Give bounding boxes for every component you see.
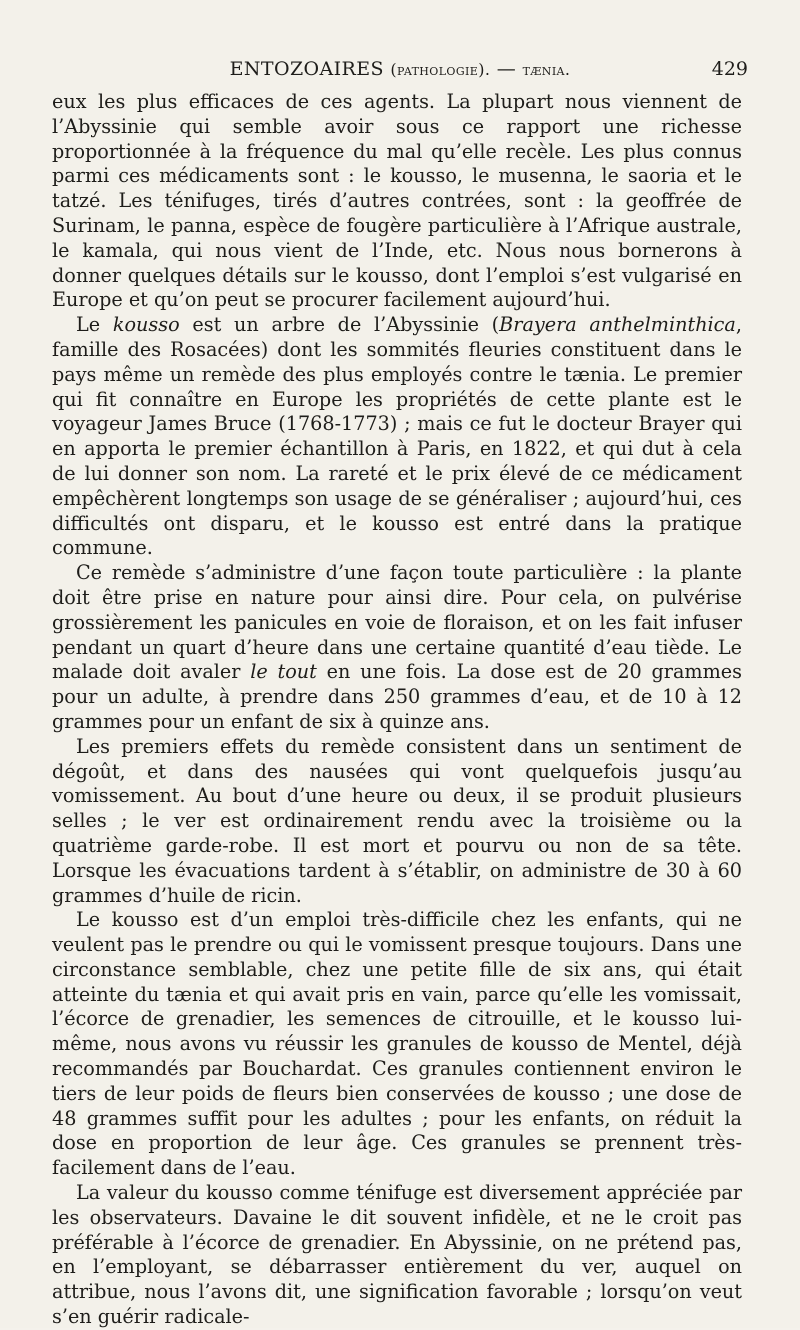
page-header [52,56,748,86]
paragraph-3-part-b: en une fois. La dose est de 20 grammes pour un adulte, à prendre dans 250 grammes d’eau, et de 10 à 12 grammes pour un enfant de six à quinze ans. [52,660,742,733]
body-text [52,90,742,1330]
paragraph-6: La valeur du kousso comme ténifuge est diversement appréciée par les observateurs. Davaine le dit souvent infidèle, et ne le croit pas préférable à l’écorce de grenadier. En Abyssinie, on ne prétend pas, en l’employant, se débarrasser entièrement du ver, auquel on attribue, nous l’avons dit, une signification favorable ; lorsqu’on veut s’en guérir radicale- [52,1181,742,1329]
kousso-term: kousso [112,313,180,337]
running-head-topic: tænia. [522,60,571,79]
paragraph-1: eux les plus efficaces de ces agents. La plupart nous viennent de l’Abyssinie qui semble avoir sous ce rapport une richesse proportionnée à la fréquence du mal qu’elle recèle. Les plus connus parmi ces médicaments sont : le kousso, le musenna, le saoria et le tatzé. Les ténifuges, tirés d’autres contrées, sont : la geoffrée de Surinam, le panna, espèce de fougère particulière à l’Afrique australe, le kamala, qui nous vient de l’Inde, etc. Nous nous bornerons à donner quelques détails sur le kousso, dont l’emploi s’est vulgarisé en Europe et qu’on peut se procurer facilement aujourd’hui. [52,90,742,312]
paragraph-3-part-a: Ce remède s’administre d’une façon toute particulière : la plante doit être prise en nature pour ainsi dire. Pour cela, on pulvérise grossièrement les panicules en voie de floraison, et on les fait infuser pendant un quart d’heure dans une certaine quantité d’eau tiède. Le malade doit avaler [52,561,742,684]
paragraph-2-lead: Le [76,313,113,337]
paragraph-4: Les premiers effets du remède consistent dans un sentiment de dégoût, et dans des nausées qui vont quelquefois jusqu’au vomissement. Au bout d’une heure ou deux, il se produit plusieurs selles ; le ver est ordinairement rendu avec la troisième ou la quatrième garde-robe. Il est mort et pourvu ou non de sa tête. Lorsque les évacuations tardent à s’établir, on administre de 30 à 60 grammes d’huile de ricin. [52,734,742,907]
running-head-section: (pathologie). [390,60,491,79]
paragraph-2 [52,313,742,561]
le-tout-term: le tout [250,660,317,684]
paragraph-2-part-b: , famille des Rosacées) dont les sommités fleuries constituent dans le pays même un remède des plus employés contre le tænia. Le premier qui fit connaître en Europe les propriétés de cette plante est le voyageur James Bruce (1768-1773) ; mais ce fut le docteur Brayer qui en apporta le premier échantillon à Paris, en 1822, et qui dut à cela de lui donner son nom. La rareté et le prix élevé de ce médicament empêchèrent longtemps son usage de se généraliser ; aujourd’hui, ces difficultés ont disparu, et le kousso est entré dans la pratique commune. [52,313,742,560]
running-head-dash: — [496,58,517,80]
running-head-title: ENTOZOAIRES [229,58,384,80]
paragraph-3 [52,561,742,735]
paragraph-5: Le kousso est d’un emploi très-difficile chez les enfants, qui ne veulent pas le prendre ou qui le vomissent presque toujours. Dans une circonstance semblable, chez une petite fille de six ans, qui était atteinte du tænia et qui avait pris en vain, parce qu’elle les vomissait, l’écorce de grenadier, les semences de citrouille, et le kousso lui-même, nous avons vu réussir les granules de kousso de Mentel, déjà recommandés par Bouchardat. Ces granules contiennent environ le tiers de leur poids de fleurs bien conservées de kousso ; une dose de 48 grammes suffit pour les adultes ; pour les enfants, on réduit la dose en proportion de leur âge. Ces granules se prennent très-facilement dans de l’eau. [52,908,742,1180]
running-head [52,58,748,80]
latin-name: Brayera anthelminthica [499,313,736,337]
page-number: 429 [711,58,748,80]
paragraph-2-part-a: est un arbre de l’Abyssinie ( [179,313,500,337]
